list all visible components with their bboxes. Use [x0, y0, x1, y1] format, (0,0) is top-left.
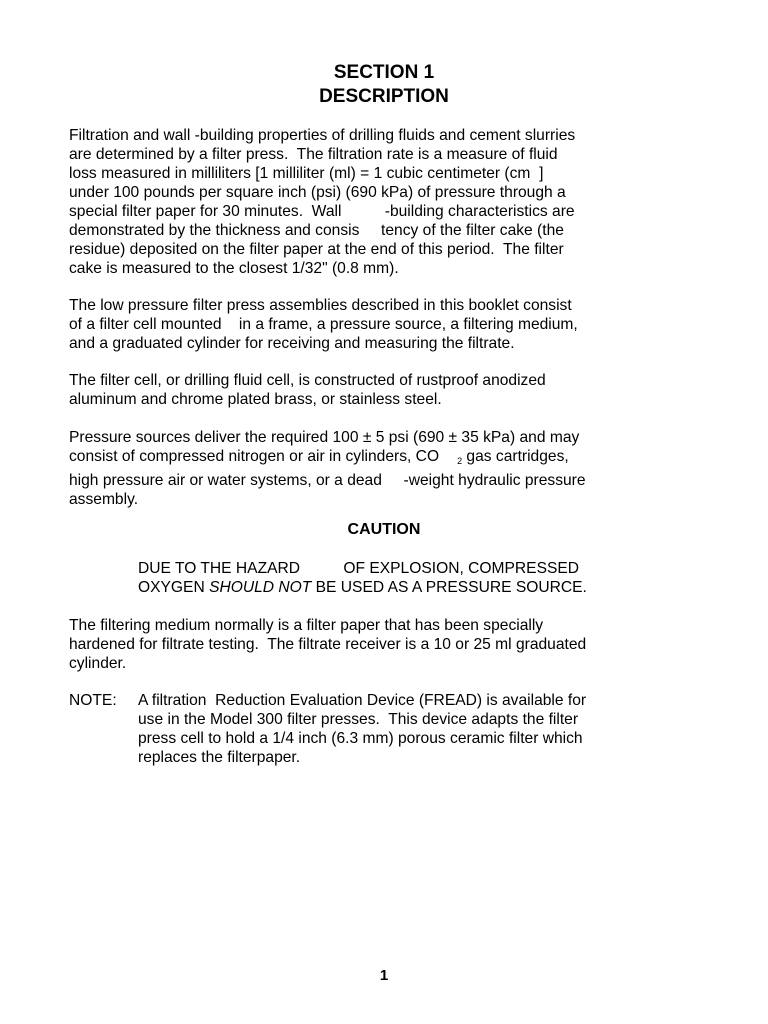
- text-segment: gas cartridges,: [462, 448, 569, 465]
- page-number: 1: [379, 967, 389, 984]
- text-line: press cell to hold a 1/4 inch (6.3 mm) porous ceramic filter which: [138, 730, 583, 747]
- paragraph-filter-cell: [69, 371, 709, 409]
- text-line: A filtration Reduction Evaluation Device (FREAD) is available for: [138, 692, 587, 709]
- text-line: of a filter cell mounted in a frame, a pressure source, a filtering medium,: [69, 316, 578, 333]
- note-label: NOTE:: [69, 692, 117, 709]
- text-segment: BE USED AS A PRESSURE SOURCE.: [311, 579, 587, 596]
- text-segment: consist of compressed nitrogen or air in cylinders, CO: [69, 448, 440, 465]
- text-line: special filter paper for 30 minutes. Wall -building characteristics are: [69, 203, 575, 220]
- section-title: DESCRIPTION: [319, 86, 449, 107]
- text-line: cylinder.: [69, 655, 127, 672]
- paragraph-filtering-medium: [69, 616, 709, 673]
- text-line: DUE TO THE HAZARD OF EXPLOSION, COMPRESSED: [138, 560, 580, 577]
- text-line: cake is measured to the closest 1/32" (0.8 mm).: [69, 260, 399, 277]
- note-text: [138, 691, 718, 767]
- text-line: demonstrated by the thickness and consis tency of the filter cake (the: [69, 222, 564, 239]
- text-segment: OXYGEN: [138, 579, 210, 596]
- text-line: under 100 pounds per square inch (psi) (690 kPa) of pressure through a: [69, 184, 566, 201]
- paragraph-filtration-intro: [69, 126, 709, 278]
- text-line: and a graduated cylinder for receiving and measuring the filtrate.: [69, 335, 515, 352]
- caution-text: [138, 559, 718, 597]
- text-line: [138, 578, 718, 597]
- text-line: aluminum and chrome plated brass, or stainless steel.: [69, 391, 442, 408]
- text-line: high pressure air or water systems, or a dead -weight hydraulic pressure: [69, 472, 586, 489]
- text-line: replaces the filterpaper.: [138, 749, 301, 766]
- text-line: The low pressure filter press assemblies described in this booklet consist: [69, 297, 572, 314]
- text-line: Filtration and wall -building properties of drilling fluids and cement slurries: [69, 127, 576, 144]
- paragraph-pressure-sources: [69, 428, 709, 509]
- text-line: residue) deposited on the filter paper at the end of this period. The filter: [69, 241, 564, 258]
- text-line: The filter cell, or drilling fluid cell, is constructed of rustproof anodized: [69, 372, 546, 389]
- text-line: The filtering medium normally is a filter paper that has been specially: [69, 617, 544, 634]
- text-line: hardened for filtrate testing. The filtrate receiver is a 10 or 25 ml graduated: [69, 636, 587, 653]
- text-line: Pressure sources deliver the required 100 ± 5 psi (690 ± 35 kPa) and may: [69, 429, 580, 446]
- emphasis-text: SHOULD NOT: [209, 579, 312, 596]
- text-line: loss measured in milliliters [1 milliliter (ml) = 1 cubic centimeter (cm ]: [69, 165, 544, 182]
- section-number: SECTION 1: [333, 62, 435, 83]
- text-line: are determined by a filter press. The filtration rate is a measure of fluid: [69, 146, 558, 163]
- subscript-2: 2: [457, 456, 463, 466]
- text-line: assembly.: [69, 491, 139, 508]
- text-line: [69, 447, 709, 471]
- caution-heading: CAUTION: [347, 521, 421, 538]
- text-line: use in the Model 300 filter presses. This device adapts the filter: [138, 711, 579, 728]
- paragraph-assemblies: [69, 296, 709, 353]
